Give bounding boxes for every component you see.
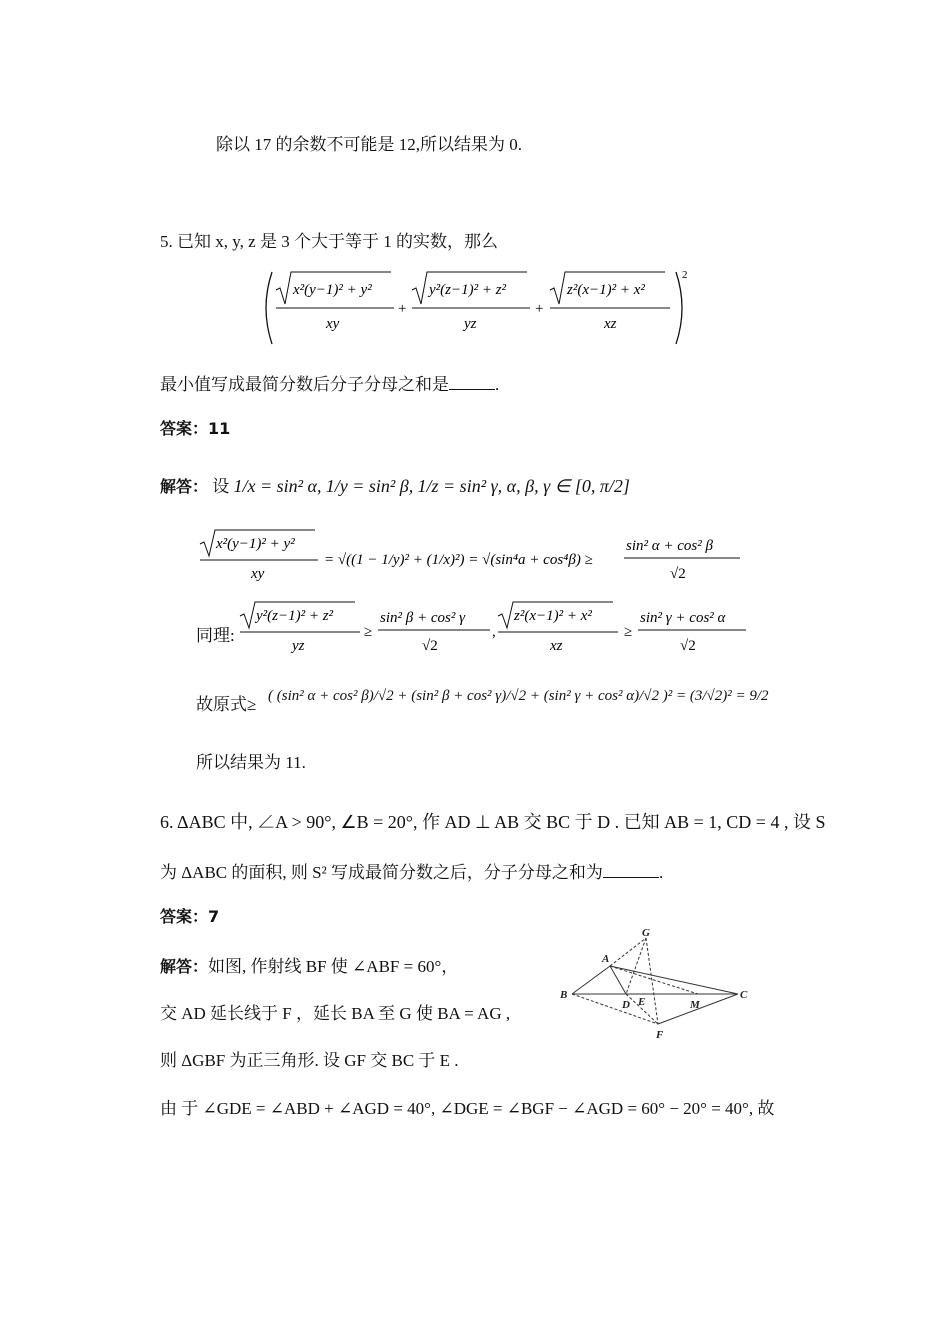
- svg-text:+: +: [535, 301, 544, 317]
- problem-5-stem: 5. 已知 x, y, z 是 3 个大于等于 1 的实数，那么: [160, 232, 498, 251]
- label-G: G: [642, 927, 650, 939]
- p5-l1-rhs-den: √2: [670, 566, 686, 582]
- p5-t3-den: xz: [604, 316, 617, 332]
- p5-derivation-line-2: [236, 598, 756, 658]
- svg-text:≥: ≥: [624, 624, 633, 640]
- problem-6-solution-3: 则 ΔGBF 为正三角形. 设 GF 交 BC 于 E .: [160, 1051, 459, 1070]
- p5-answer-value: 11: [208, 419, 231, 438]
- label-A: A: [602, 953, 610, 965]
- geometry-figure: [558, 926, 768, 1046]
- p5-t1-den: xy: [326, 316, 340, 332]
- label-M: M: [690, 999, 700, 1011]
- problem-5-answer: [160, 416, 230, 439]
- segment-AD: [610, 966, 626, 994]
- label-E: E: [638, 996, 646, 1008]
- p5-sol-label: 解答：: [160, 477, 209, 496]
- problem-5-solution-setup: [160, 472, 630, 497]
- problem-6-solution-2: 交 AD 延长线于 F ，延长 BA 至 G 使 BA = AG ,: [160, 1004, 511, 1023]
- p5-answer-blank: [449, 375, 495, 390]
- p5-l2-b-num: sin² β + cos² γ: [380, 610, 465, 626]
- p5-l1-lhs-num: x²(y−1)² + y²: [216, 536, 295, 552]
- svg-text:,: ,: [492, 624, 496, 640]
- p5-conclusion: 所以结果为 11.: [196, 753, 306, 772]
- segment-AC: [610, 966, 738, 994]
- p5-exponent: 2: [682, 269, 688, 281]
- segment-BA: [572, 966, 610, 994]
- p5-l2-d-num: sin² γ + cos² α: [640, 610, 726, 626]
- p5-sol-prefix: 设: [212, 477, 230, 496]
- p5-l2-c-den: xz: [550, 638, 563, 654]
- p5-l2-c-num: z²(x−1)² + x²: [514, 608, 592, 624]
- p5-t2-den: yz: [464, 316, 477, 332]
- segment-GF: [646, 938, 658, 1024]
- p6-stem2-text: 为 ΔABC 的面积, 则 S² 写成最简分数之后，分子分母之和为: [160, 863, 603, 882]
- p5-t1-num: x²(y−1)² + y²: [293, 282, 372, 298]
- p6-answer-value: 7: [208, 907, 220, 926]
- problem-6-solution-4: 由 于 ∠GDE = ∠ABD + ∠AGD = 40°, ∠DGE = ∠BGF − ∠AGD = 60° − 20° = 40°, 故: [160, 1099, 775, 1118]
- label-C: C: [740, 989, 748, 1001]
- p5-derivation-line-2-prefix: 同理:: [196, 626, 235, 645]
- p5-derivation-line-3: ( (sin² α + cos² β)/√2 + (sin² β + cos² γ)/√2 + (sin² γ + cos² α)/√2 )² = (3/√2)² = 9/2: [268, 688, 769, 704]
- p5-question-text: 最小值写成最简分数后分子分母之和是: [160, 375, 449, 394]
- p5-l2-d-den: √2: [680, 638, 696, 654]
- problem-5-expression: [258, 268, 698, 348]
- label-F: F: [656, 1029, 664, 1041]
- p5-l1-lhs-den: xy: [251, 566, 265, 582]
- problem-6-stem-2: 为 ΔABC 的面积, 则 S² 写成最简分数之后，分子分母之和为 .: [160, 863, 664, 882]
- p5-l1-rhs-num: sin² α + cos² β: [626, 538, 713, 554]
- problem-6-stem-1: 6. ΔABC 中, ∠A > 90°, ∠B = 20°, 作 AD ⊥ AB 交 BC 于 D . 已知 AB = 1, CD = 4 , 设 S: [160, 812, 826, 832]
- p5-sol-set-a: 1/x = sin² α,: [233, 476, 322, 496]
- p5-answer-label: 答案：: [160, 419, 209, 438]
- problem-5-question: 最小值写成最简分数后分子分母之和是 .: [160, 375, 500, 394]
- p6-sol1: 如图, 作射线 BF 使 ∠ABF = 60°，: [208, 957, 459, 976]
- p6-answer-label: 答案：: [160, 907, 209, 926]
- p5-l2-b-den: √2: [422, 638, 438, 654]
- p5-l1-mid: = √((1 − 1/y)² + (1/x)²) = √(sin⁴a + cos⁴β) ≥: [324, 552, 593, 568]
- label-D: D: [622, 999, 630, 1011]
- p5-l2-a-num: y²(z−1)² + z²: [256, 608, 334, 624]
- problem-6-solution-1: [160, 952, 458, 977]
- p5-derivation-line-3-prefix: 故原式≥: [196, 695, 257, 714]
- p5-t3-num: z²(x−1)² + x²: [567, 282, 645, 298]
- p6-sol-label: 解答：: [160, 957, 209, 976]
- svg-text:+: +: [398, 301, 407, 317]
- p5-derivation-line-1: [196, 526, 756, 586]
- prev-conclusion: 除以 17 的余数不可能是 12,所以结果为 0.: [216, 135, 522, 154]
- p5-t2-num: y²(z−1)² + z²: [429, 282, 507, 298]
- p5-sol-set-c: 1/z = sin² γ, α, β, γ ∈ [0, π/2]: [417, 476, 630, 496]
- p6-answer-blank: [603, 863, 659, 878]
- p5-l2-a-den: yz: [292, 638, 305, 654]
- problem-6-answer: [160, 904, 219, 927]
- svg-text:≥: ≥: [364, 624, 373, 640]
- p5-sol-set-b: 1/y = sin² β,: [325, 476, 414, 496]
- label-B: B: [560, 989, 568, 1001]
